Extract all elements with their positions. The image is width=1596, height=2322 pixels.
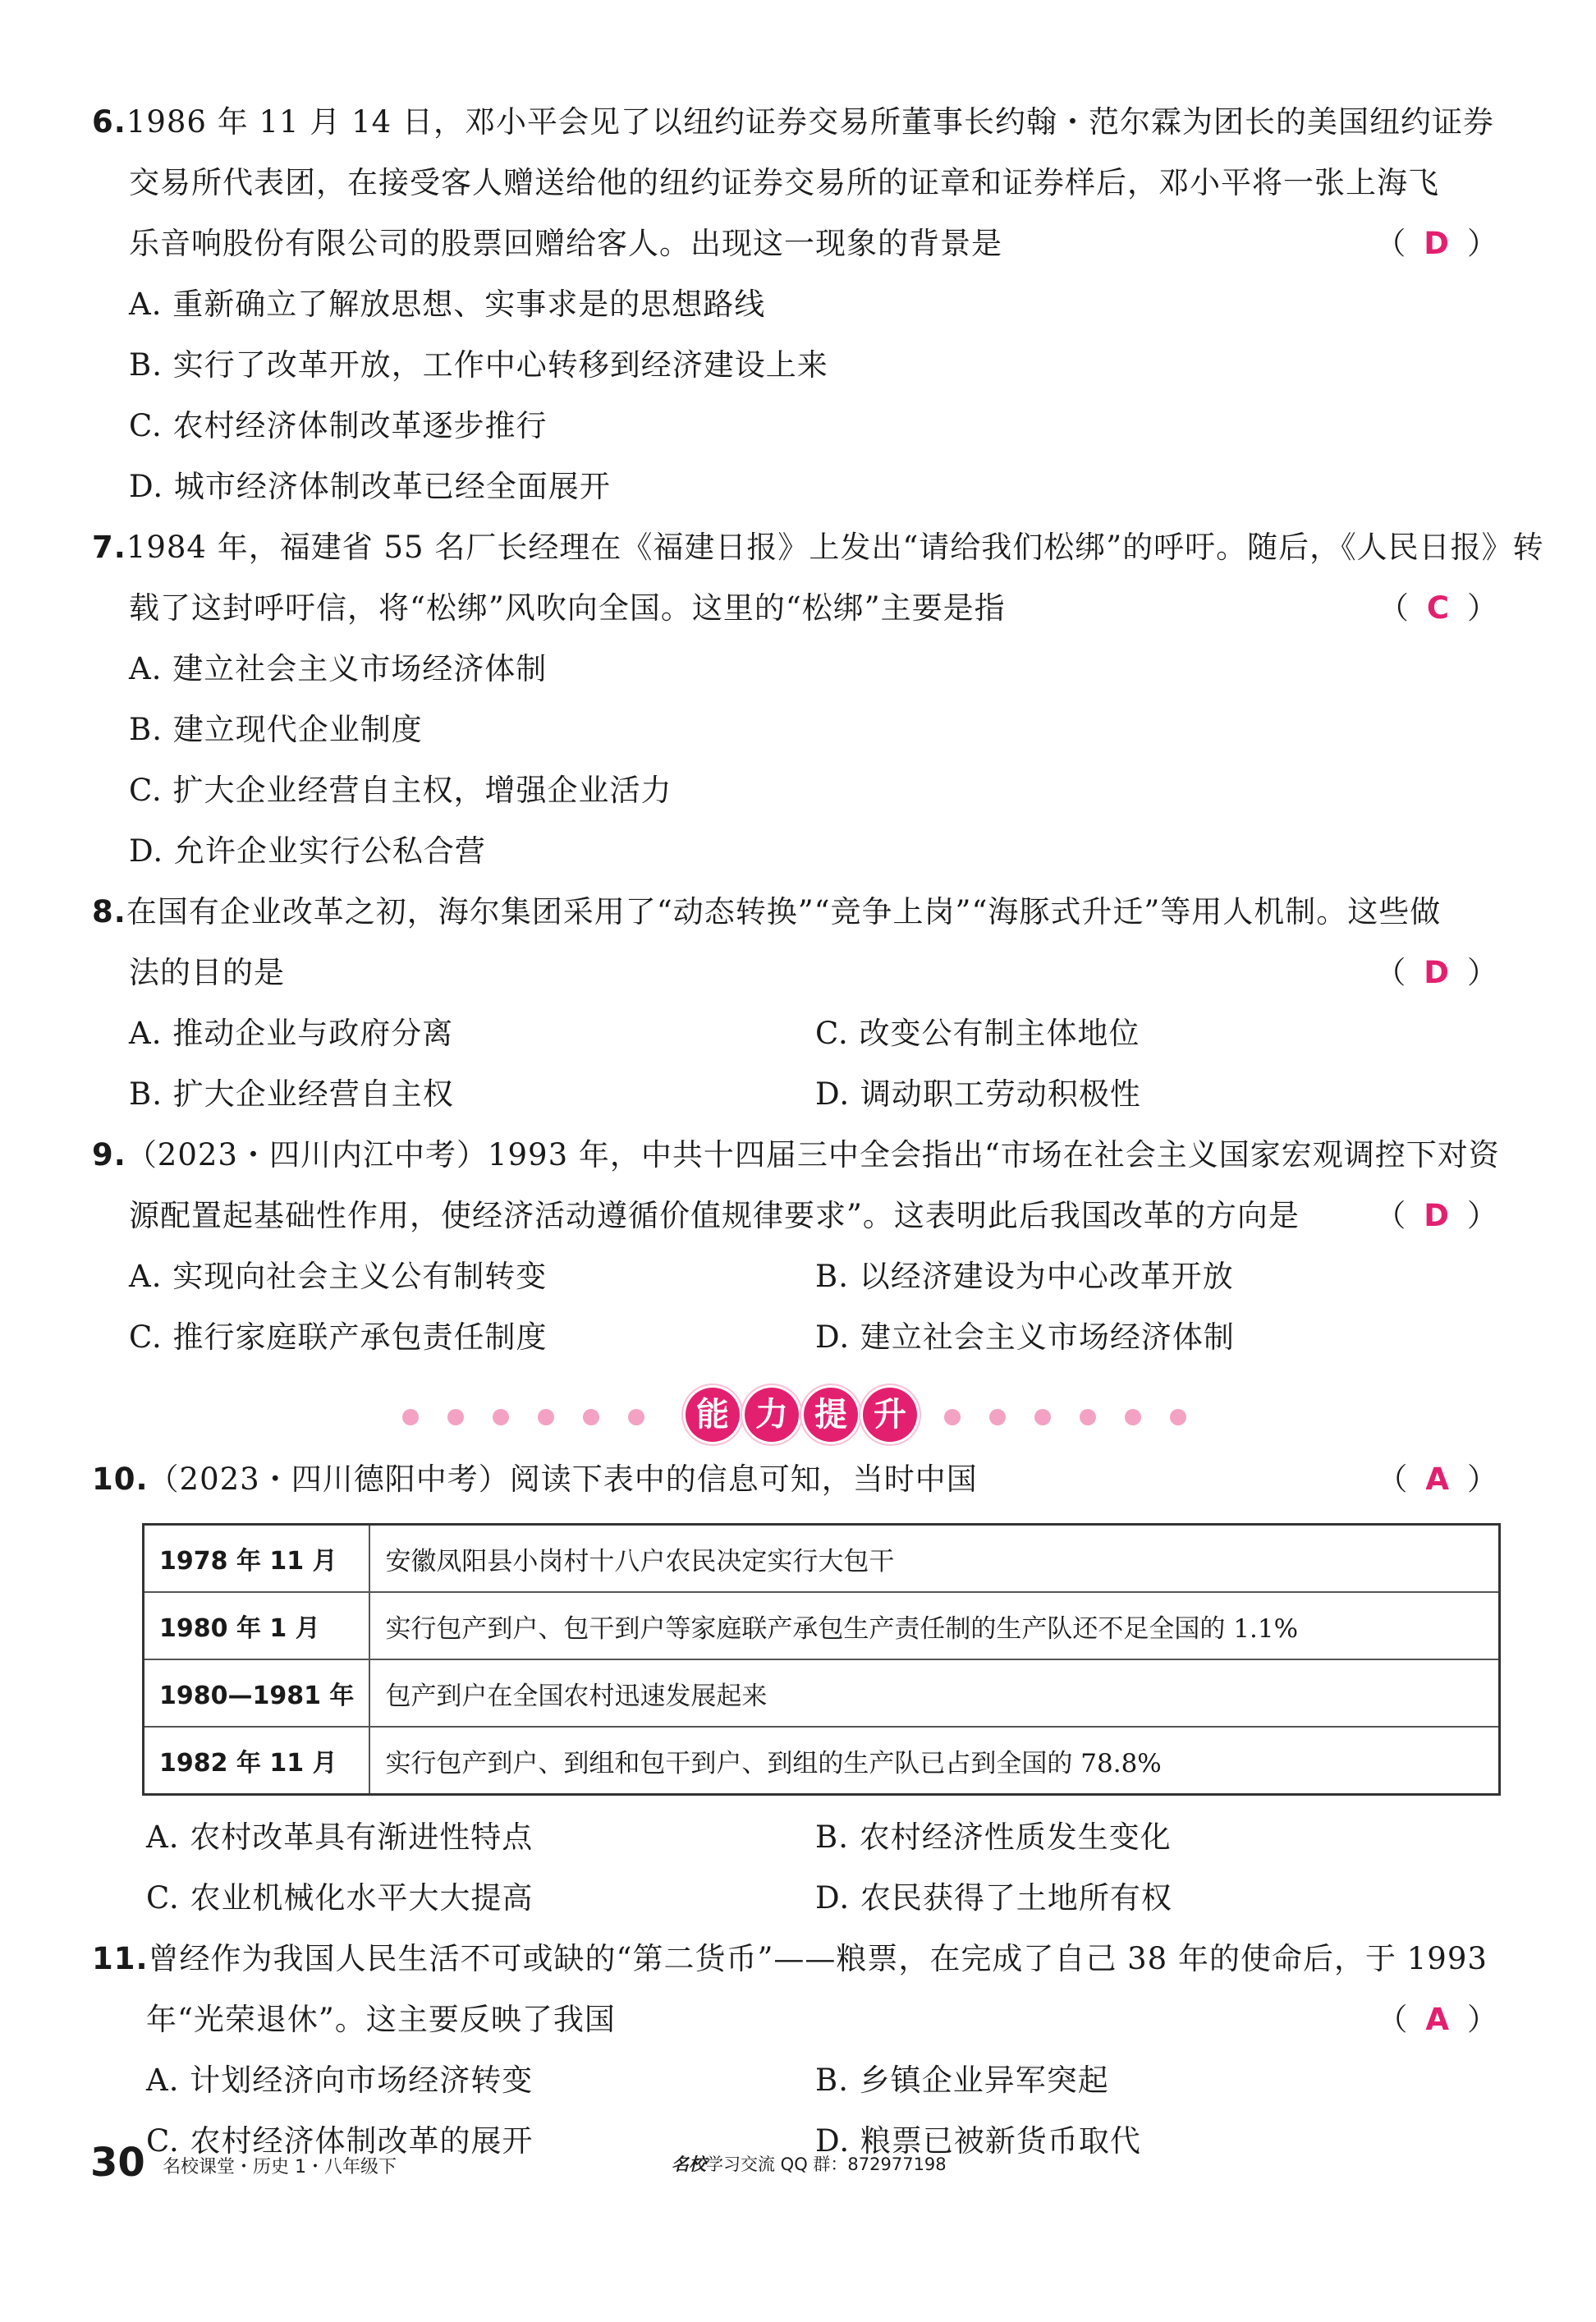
q11-option-c: C. 农村经济体制改革的展开: [146, 2123, 534, 2159]
banner-char: 能: [686, 1388, 740, 1442]
history-table: [142, 1523, 1501, 1796]
q8-line-1: 8.在国有企业改革之初，海尔集团采用了“动态转换”“竞争上岗”“海豚式升迁”等用人机制。这些做: [92, 894, 1442, 929]
q11-answer: （ A ）: [1377, 2002, 1497, 2037]
q8-option-c: C. 改变公有制主体地位: [815, 1016, 1140, 1051]
q7-option-d: D. 允许企业实行公私合营: [129, 833, 486, 869]
table-cell-event: 安徽凤阳县小岗村十八户农民决定实行大包干: [369, 1525, 1499, 1593]
q6-option-d: D. 城市经济体制改革已经全面展开: [129, 469, 611, 504]
table-row: [144, 1592, 1500, 1659]
q6-line-1: 6.1986 年 11 月 14 日，邓小平会见了以纽约证券交易所董事长约翰・范尔霖为团长的美国纽约证券: [92, 104, 1494, 140]
q9-option-b: B. 以经济建设为中心改革开放: [815, 1259, 1234, 1294]
q11-option-a: A. 计划经济向市场经济转变: [146, 2063, 534, 2098]
banner-dot: [538, 1409, 554, 1425]
banner-dot: [628, 1409, 644, 1425]
q7-answer: （ C ）: [1378, 590, 1497, 626]
table-cell-date: 1978 年 11 月: [144, 1525, 370, 1593]
banner-char: 提: [804, 1388, 858, 1442]
q6-line-2: 交易所代表团，在接受客人赠送给他的纽约证券交易所的证章和证券样后，邓小平将一张上海飞: [129, 165, 1439, 200]
table-cell-event: 包产到户在全国农村迅速发展起来: [369, 1659, 1499, 1727]
q11-line-2: 年“光荣退休”。这主要反映了我国: [146, 2002, 616, 2037]
book-title: 名校课堂・历史 1・八年级下: [163, 2157, 397, 2177]
page-number: 30: [90, 2140, 145, 2186]
q6-option-a: A. 重新确立了解放思想、实事求是的思想路线: [129, 287, 766, 322]
banner-char: 力: [745, 1388, 799, 1442]
q6-number: 6.: [92, 104, 126, 140]
banner-dot: [447, 1409, 464, 1425]
q11-option-b: B. 乡镇企业异军突起: [815, 2063, 1109, 2098]
q9-line-1: 9.（2023・四川内江中考）1993 年，中共十四届三中全会指出“市场在社会主义国家宏观调控下对资: [92, 1137, 1500, 1172]
q10-answer: （ A ）: [1377, 1462, 1497, 1497]
section-banner: [0, 1388, 1596, 1447]
q6-option-c: C. 农村经济体制改革逐步推行: [129, 408, 548, 443]
q7-number: 7.: [92, 530, 126, 565]
qq-group-info: 名校学习交流 QQ 群：872977198: [672, 2155, 947, 2174]
banner-dot: [989, 1409, 1006, 1425]
qq-brand: 名校: [672, 2155, 706, 2174]
table-row: [144, 1727, 1500, 1795]
q8-option-a: A. 推动企业与政府分离: [129, 1016, 454, 1051]
q11-option-d: D. 粮票已被新货币取代: [815, 2123, 1141, 2159]
table-cell-event: 实行包产到户、到组和包干到户、到组的生产队已占到全国的 78.8%: [369, 1727, 1499, 1795]
q10-answer-letter: A: [1425, 1462, 1449, 1497]
q7-option-b: B. 建立现代企业制度: [129, 712, 423, 747]
q6-answer-letter: D: [1424, 226, 1449, 261]
q9-answer-letter: D: [1424, 1198, 1449, 1233]
banner-dot: [493, 1409, 509, 1425]
q11-answer-letter: A: [1425, 2002, 1449, 2037]
q8-line-2: 法的目的是: [129, 955, 285, 990]
table-row: [144, 1659, 1500, 1727]
q7-answer-letter: C: [1426, 590, 1449, 626]
q9-number: 9.: [92, 1137, 126, 1172]
q9-option-c: C. 推行家庭联产承包责任制度: [129, 1319, 548, 1355]
banner-dot: [1125, 1409, 1141, 1425]
q6-line-3: 乐音响股份有限公司的股票回赠给客人。出现这一现象的背景是: [129, 226, 1002, 261]
q6-answer: （ D ）: [1375, 226, 1497, 261]
banner-dot: [583, 1409, 599, 1425]
q10-option-a: A. 农村改革具有渐进性特点: [146, 1820, 534, 1855]
q10-number: 10.: [92, 1462, 149, 1497]
q11-number: 11.: [92, 1941, 149, 1976]
q7-line-1: 7.1984 年，福建省 55 名厂长经理在《福建日报》上发出“请给我们松绑”的呼吁。随后，《人民日报》转: [92, 530, 1544, 565]
banner-dot: [1080, 1409, 1096, 1425]
table-cell-date: 1980 年 1 月: [144, 1592, 370, 1659]
banner-dot: [944, 1409, 961, 1425]
table-cell-date: 1980—1981 年: [144, 1659, 370, 1727]
q8-number: 8.: [92, 894, 126, 929]
q8-answer: （ D ）: [1375, 955, 1497, 990]
banner-dot: [402, 1409, 419, 1425]
q9-option-a: A. 实现向社会主义公有制转变: [129, 1259, 548, 1294]
q10-option-b: B. 农村经济性质发生变化: [815, 1820, 1172, 1855]
q8-option-b: B. 扩大企业经营自主权: [129, 1076, 454, 1112]
table-cell-date: 1982 年 11 月: [144, 1727, 370, 1795]
q9-line-2: 源配置起基础性作用，使经济活动遵循价值规律要求”。这表明此后我国改革的方向是: [129, 1198, 1300, 1233]
q8-option-d: D. 调动职工劳动积极性: [815, 1076, 1141, 1112]
q11-line-1: 11.曾经作为我国人民生活不可或缺的“第二货币”——粮票，在完成了自己 38 年的使命后，于 1993: [92, 1941, 1488, 1976]
banner-dot: [1034, 1409, 1051, 1425]
table-cell-event: 实行包产到户、包干到户等家庭联产承包生产责任制的生产队还不足全国的 1.1%: [369, 1592, 1499, 1659]
q8-answer-letter: D: [1424, 955, 1449, 990]
q10-line-1: 10.（2023・四川德阳中考）阅读下表中的信息可知，当时中国: [92, 1462, 978, 1497]
banner-dot: [1170, 1409, 1186, 1425]
q10-option-d: D. 农民获得了土地所有权: [815, 1880, 1172, 1916]
q7-option-c: C. 扩大企业经营自主权，增强企业活力: [129, 773, 672, 808]
table-row: [144, 1525, 1500, 1593]
q7-option-a: A. 建立社会主义市场经济体制: [129, 651, 548, 686]
q9-option-d: D. 建立社会主义市场经济体制: [815, 1319, 1235, 1355]
q6-option-b: B. 实行了改革开放，工作中心转移到经济建设上来: [129, 347, 828, 383]
banner-char: 升: [863, 1388, 917, 1442]
q10-option-c: C. 农业机械化水平大大提高: [146, 1880, 534, 1916]
q7-line-2: 载了这封呼吁信，将“松绑”风吹向全国。这里的“松绑”主要是指: [129, 590, 1006, 626]
q9-answer: （ D ）: [1375, 1198, 1497, 1233]
